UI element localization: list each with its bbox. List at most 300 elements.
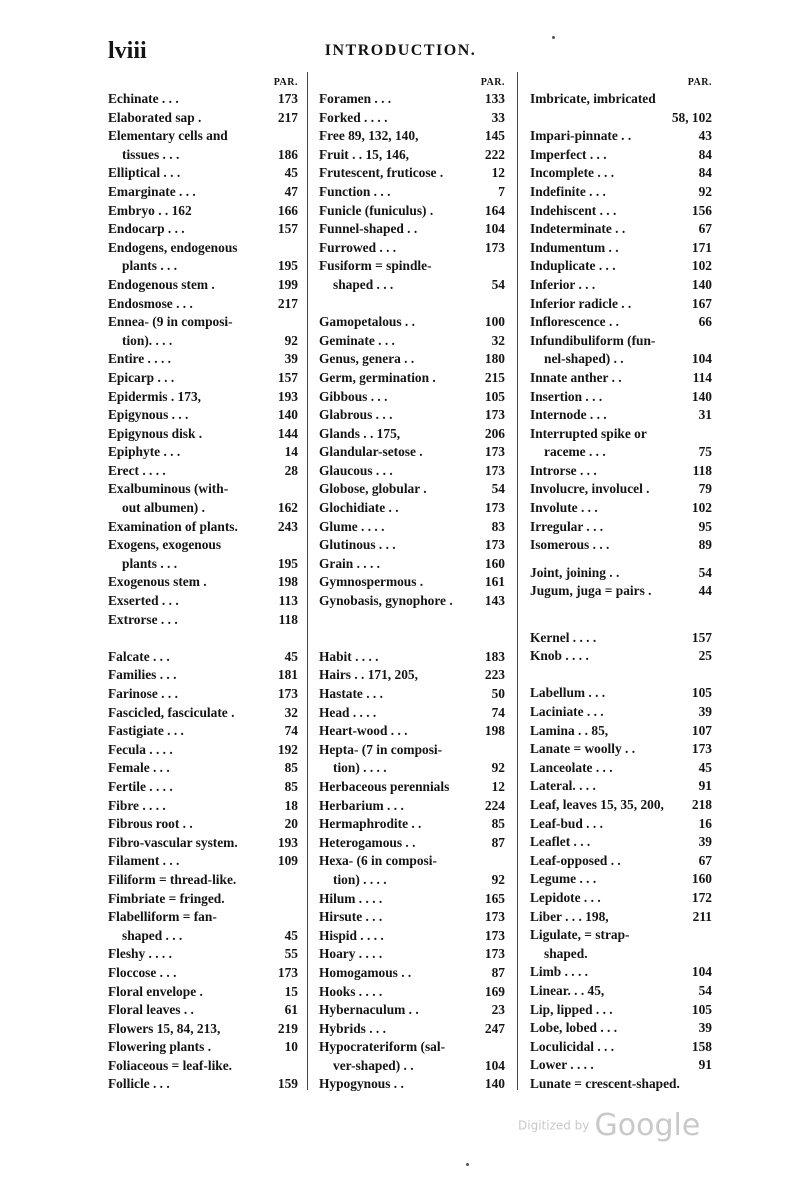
entry-term: Limb . . . . <box>530 964 589 980</box>
entry-term: Exogenous stem . <box>108 574 207 590</box>
entry-term: Impari-pinnate . . <box>530 128 632 144</box>
section-gap <box>319 295 505 314</box>
index-entry <box>530 703 712 722</box>
entry-term: Glutinous . . . <box>319 537 396 553</box>
watermark-brand: Google <box>594 1108 701 1143</box>
entry-paragraph-ref: 89 <box>698 537 712 553</box>
entry-paragraph-ref: 140 <box>691 388 712 404</box>
index-entry <box>530 796 712 815</box>
entry-term: Herbarium . . . <box>319 797 404 813</box>
entry-term: Kernel . . . . <box>530 629 597 645</box>
entry-term: Fertile . . . . <box>108 778 173 794</box>
index-entry <box>108 1020 298 1039</box>
entry-term: Interrupted spike or <box>530 425 647 441</box>
index-entry <box>530 777 712 796</box>
entry-term: Imperfect . . . <box>530 146 607 162</box>
entry-paragraph-ref: 28 <box>284 462 298 478</box>
entry-term: Fimbriate = fringed. <box>108 890 225 906</box>
entry-term: Globose, globular . <box>319 481 427 497</box>
index-entry <box>108 666 298 685</box>
index-entry <box>319 369 505 388</box>
entry-paragraph-ref: 247 <box>484 1020 505 1036</box>
index-entry <box>108 964 298 983</box>
index-entry <box>319 1057 505 1076</box>
section-gap <box>108 629 298 648</box>
index-entry <box>530 369 712 388</box>
entry-term: Head . . . . <box>319 704 377 720</box>
index-entry <box>319 852 505 871</box>
entry-paragraph-ref: 173 <box>277 91 298 106</box>
entry-paragraph-ref: 114 <box>692 369 712 385</box>
entry-term: Glume . . . . <box>319 518 385 534</box>
entry-paragraph-ref: 173 <box>484 909 505 925</box>
index-entry <box>530 889 712 908</box>
entry-paragraph-ref: 54 <box>698 564 712 580</box>
entry-paragraph-ref: 162 <box>277 500 298 516</box>
entry-term: Germ, germination . <box>319 369 436 385</box>
entry-paragraph-ref: 140 <box>484 1076 505 1092</box>
entry-paragraph-ref: 159 <box>277 1076 298 1092</box>
entry-paragraph-ref: 173 <box>277 964 298 980</box>
entry-paragraph-ref: 39 <box>698 1020 712 1036</box>
entry-term: Ligulate, = strap- <box>530 927 630 943</box>
column-rule <box>307 72 308 1090</box>
index-entry <box>319 648 505 667</box>
entry-paragraph-ref: 45 <box>284 165 298 181</box>
entry-term: Elaborated sap . <box>108 109 202 125</box>
entry-term: tion). . . . <box>122 332 173 348</box>
entry-paragraph-ref: 192 <box>277 741 298 757</box>
index-entry <box>319 518 505 537</box>
entry-paragraph-ref: 166 <box>277 202 298 218</box>
entry-term: Imbricate, imbricated <box>530 91 656 106</box>
index-entry <box>319 1038 505 1057</box>
index-entry <box>530 220 712 239</box>
entry-term: Lanate = woolly . . <box>530 741 636 757</box>
entry-term: Extrorse . . . <box>108 611 178 627</box>
par-label: PAR. <box>687 77 712 88</box>
column-rule <box>517 72 518 1090</box>
entry-paragraph-ref: 157 <box>277 369 298 385</box>
index-entry <box>108 722 298 741</box>
index-entry <box>108 369 298 388</box>
index-entry <box>530 945 712 964</box>
entry-paragraph-ref: 39 <box>698 704 712 719</box>
index-entry <box>108 257 298 276</box>
index-entry <box>108 871 298 890</box>
entry-paragraph-ref: 7 <box>498 183 505 199</box>
entry-paragraph-ref: 224 <box>484 797 505 813</box>
index-entry <box>319 890 505 909</box>
entry-term: Lip, lipped . . . <box>530 1001 613 1017</box>
entry-term: Erect . . . . <box>108 462 166 478</box>
index-entry <box>530 499 712 518</box>
index-entry <box>530 332 712 351</box>
index-entry <box>530 982 712 1001</box>
section-gap <box>319 611 505 630</box>
entry-term: Hooks . . . . <box>319 983 383 999</box>
entry-term: Emarginate . . . <box>108 183 196 199</box>
entry-term: Heterogamous . . <box>319 834 416 850</box>
entry-paragraph-ref: 164 <box>484 202 505 218</box>
index-entry <box>319 350 505 369</box>
index-entry <box>108 778 298 797</box>
entry-paragraph-ref: 180 <box>484 351 505 367</box>
index-entry <box>530 1038 712 1057</box>
entry-term: Examination of plants. <box>108 518 238 534</box>
entry-term: tion) . . . . <box>333 871 387 887</box>
entry-term: Hybrids . . . <box>319 1020 386 1036</box>
index-entry <box>108 90 298 109</box>
index-column-3 <box>530 76 712 1093</box>
entry-paragraph-ref: 33 <box>491 109 505 125</box>
entry-term: Hepta- (7 in composi- <box>319 741 443 757</box>
entry-term: Epicarp . . . <box>108 369 175 385</box>
entry-paragraph-ref: 61 <box>284 1002 298 1018</box>
entry-term: Epigynous . . . <box>108 407 189 423</box>
entry-term: Fusiform = spindle- <box>319 258 432 274</box>
index-entry <box>530 647 712 666</box>
entry-term: Labellum . . . <box>530 685 606 701</box>
entry-paragraph-ref: 199 <box>277 276 298 292</box>
entry-term: tion) . . . . <box>333 760 387 776</box>
entry-paragraph-ref: 14 <box>284 444 298 460</box>
entry-term: Free 89, 132, 140, <box>319 128 419 144</box>
entry-paragraph-ref: 39 <box>698 834 712 850</box>
watermark-prefix: Digitized by <box>518 1118 590 1133</box>
index-entry <box>530 740 712 759</box>
index-entry <box>108 406 298 425</box>
entry-term: Exserted . . . <box>108 593 179 609</box>
entry-paragraph-ref: 105 <box>691 685 712 701</box>
entry-paragraph-ref: 173 <box>484 239 505 255</box>
entry-paragraph-ref: 45 <box>698 759 712 775</box>
index-entry <box>108 815 298 834</box>
entry-term: Indehiscent . . . <box>530 202 617 218</box>
entry-term: Families . . . <box>108 667 177 683</box>
entry-term: plants . . . <box>122 555 178 571</box>
entry-paragraph-ref: 173 <box>484 537 505 553</box>
section-gap <box>319 629 505 648</box>
entry-paragraph-ref: 25 <box>698 648 712 664</box>
entry-paragraph-ref: 58, 102 <box>671 109 712 125</box>
entry-paragraph-ref: 32 <box>491 332 505 348</box>
entry-term: Lepidote . . . <box>530 889 601 905</box>
entry-paragraph-ref: 102 <box>691 258 712 274</box>
index-entry <box>319 964 505 983</box>
index-entry <box>530 109 712 128</box>
entry-term: Foliaceous = leaf-like. <box>108 1057 233 1073</box>
entry-paragraph-ref: 10 <box>284 1039 298 1055</box>
entry-term: Elementary cells and <box>108 128 228 144</box>
entry-term: Flowers 15, 84, 213, <box>108 1020 221 1036</box>
entry-term: Grain . . . . <box>319 555 381 571</box>
entry-term: Lobe, lobed . . . <box>530 1020 618 1036</box>
index-entry <box>530 462 712 481</box>
entry-paragraph-ref: 74 <box>491 704 505 720</box>
entry-paragraph-ref: 107 <box>691 722 712 738</box>
entry-paragraph-ref: 67 <box>698 852 712 868</box>
index-entry <box>108 704 298 723</box>
entry-paragraph-ref: 15 <box>284 983 298 999</box>
entry-paragraph-ref: 85 <box>491 816 505 832</box>
entry-paragraph-ref: 140 <box>691 276 712 292</box>
entry-term: Glabrous . . . <box>319 407 393 423</box>
entry-term: Innate anther . . <box>530 369 622 385</box>
entry-term: Follicle . . . <box>108 1076 170 1092</box>
entry-term: Exogens, exogenous <box>108 537 222 553</box>
entry-term: Endogens, endogenous <box>108 239 238 255</box>
entry-term: Echinate . . . <box>108 91 179 106</box>
index-column-2 <box>319 76 505 1094</box>
entry-term: Glandular-setose . <box>319 444 423 460</box>
entry-term: Endogenous stem . <box>108 276 215 292</box>
entry-term: shaped. <box>544 945 588 961</box>
entry-paragraph-ref: 95 <box>698 518 712 534</box>
entry-term: Lower . . . . <box>530 1057 594 1073</box>
entry-term: Fecula . . . . <box>108 741 173 757</box>
entry-term: Homogamous . . <box>319 964 412 980</box>
index-entry <box>530 202 712 221</box>
entry-term: Epidermis . 173, <box>108 388 201 404</box>
entry-term: Indumentum . . <box>530 239 619 255</box>
index-entry <box>319 443 505 462</box>
entry-paragraph-ref: 47 <box>284 183 298 199</box>
entry-term: Inferior . . . <box>530 276 596 292</box>
index-entry <box>108 313 298 332</box>
entry-paragraph-ref: 92 <box>698 183 712 199</box>
index-entry <box>319 425 505 444</box>
entry-term: Hairs . . 171, 205, <box>319 667 418 683</box>
index-entry <box>530 564 712 583</box>
entry-paragraph-ref: 158 <box>691 1038 712 1054</box>
entry-paragraph-ref: 198 <box>277 574 298 590</box>
index-entry <box>319 573 505 592</box>
entry-term: Floral leaves . . <box>108 1002 194 1018</box>
entry-term: plants . . . <box>122 258 178 274</box>
entry-term: Elliptical . . . <box>108 165 181 181</box>
index-entry <box>108 592 298 611</box>
index-entry <box>530 759 712 778</box>
entry-term: Irregular . . . <box>530 518 604 534</box>
index-entry <box>530 833 712 852</box>
entry-term: Female . . . <box>108 760 170 776</box>
entry-paragraph-ref: 92 <box>491 760 505 776</box>
entry-term: Involucre, involucel . <box>530 481 650 497</box>
index-entry <box>319 127 505 146</box>
section-gap <box>530 666 712 685</box>
entry-paragraph-ref: 43 <box>698 128 712 144</box>
section-gap <box>530 555 712 564</box>
entry-paragraph-ref: 172 <box>691 889 712 905</box>
index-entry <box>319 704 505 723</box>
index-entry <box>319 109 505 128</box>
index-entry <box>319 406 505 425</box>
index-entry <box>319 146 505 165</box>
index-entry <box>530 870 712 889</box>
entry-paragraph-ref: 161 <box>484 574 505 590</box>
entry-paragraph-ref: 218 <box>691 796 712 812</box>
index-entry <box>319 592 505 611</box>
index-entry <box>319 462 505 481</box>
ink-speck <box>466 1163 469 1166</box>
index-entry <box>530 313 712 332</box>
entry-term: Frutescent, fruticose . <box>319 165 444 181</box>
index-entry <box>319 815 505 834</box>
entry-term: Liber . . . 198, <box>530 908 609 924</box>
entry-paragraph-ref: 118 <box>278 611 298 627</box>
entry-paragraph-ref: 186 <box>277 146 298 162</box>
entry-term: Genus, genera . . <box>319 351 415 367</box>
index-entry <box>108 350 298 369</box>
index-entry <box>319 164 505 183</box>
entry-term: Lunate = crescent-shaped. <box>530 1075 680 1091</box>
entry-term: Hoary . . . . <box>319 946 383 962</box>
index-entry <box>530 1001 712 1020</box>
entry-term: Funnel-shaped . . <box>319 221 418 237</box>
entry-term: Endocarp . . . <box>108 221 185 237</box>
index-entry <box>530 388 712 407</box>
entry-paragraph-ref: 23 <box>491 1002 505 1018</box>
index-entry <box>530 276 712 295</box>
entry-term: Loculicidal . . . <box>530 1038 615 1054</box>
index-entry <box>108 295 298 314</box>
entry-paragraph-ref: 20 <box>284 816 298 832</box>
index-entry <box>530 425 712 444</box>
entry-term: Hispid . . . . <box>319 927 384 943</box>
entry-term: Falcate . . . <box>108 648 170 664</box>
entry-paragraph-ref: 195 <box>277 555 298 571</box>
entry-term: Knob . . . . <box>530 648 589 664</box>
entry-paragraph-ref: 85 <box>284 778 298 794</box>
entry-paragraph-ref: 87 <box>491 964 505 980</box>
entry-paragraph-ref: 173 <box>484 927 505 943</box>
entry-paragraph-ref: 144 <box>277 425 298 441</box>
entry-term: Fleshy . . . . <box>108 946 172 962</box>
entry-paragraph-ref: 198 <box>484 723 505 739</box>
entry-term: Joint, joining . . <box>530 564 620 580</box>
index-entry <box>319 666 505 685</box>
entry-paragraph-ref: 91 <box>698 778 712 794</box>
entry-paragraph-ref: 87 <box>491 834 505 850</box>
ink-speck <box>552 36 555 39</box>
index-entry <box>530 536 712 555</box>
entry-term: Hermaphrodite . . <box>319 816 422 832</box>
index-entry <box>319 1075 505 1094</box>
entry-term: Indeterminate . . <box>530 221 626 237</box>
entry-term: Hypocrateriform (sal- <box>319 1039 446 1055</box>
index-entry <box>108 425 298 444</box>
entry-paragraph-ref: 104 <box>484 221 505 237</box>
index-entry <box>530 1075 712 1094</box>
entry-paragraph-ref: 66 <box>698 314 712 330</box>
entry-paragraph-ref: 50 <box>491 686 505 701</box>
entry-term: Indefinite . . . <box>530 183 606 199</box>
index-entry <box>530 1019 712 1038</box>
entry-term: Glochidiate . . <box>319 500 399 516</box>
entry-term: Fibre . . . . <box>108 797 166 813</box>
entry-term: shaped . . . <box>333 276 394 292</box>
entry-paragraph-ref: 55 <box>284 946 298 962</box>
entry-term: Leaf-bud . . . <box>530 815 603 831</box>
entry-term: Jugum, juga = pairs . <box>530 583 652 599</box>
entry-term: Induplicate . . . <box>530 258 616 274</box>
entry-term: Filiform = thread-like. <box>108 871 237 887</box>
index-entry <box>530 239 712 258</box>
entry-paragraph-ref: 173 <box>277 686 298 701</box>
index-entry <box>319 834 505 853</box>
index-entry <box>108 239 298 258</box>
index-entry <box>108 890 298 909</box>
entry-paragraph-ref: 217 <box>277 109 298 125</box>
section-gap <box>530 601 712 610</box>
entry-term: Incomplete . . . <box>530 165 615 181</box>
par-label: PAR. <box>480 77 505 88</box>
entry-term: Hybernaculum . . <box>319 1002 419 1018</box>
entry-paragraph-ref: 165 <box>484 890 505 906</box>
entry-paragraph-ref: 145 <box>484 128 505 144</box>
index-entry <box>530 629 712 648</box>
index-entry <box>108 480 298 499</box>
entry-term: Ennea- (9 in composi- <box>108 314 233 330</box>
entry-term: Hastate . . . <box>319 686 383 701</box>
entry-paragraph-ref: 157 <box>277 221 298 237</box>
entry-paragraph-ref: 45 <box>284 648 298 664</box>
index-entry <box>530 582 712 601</box>
entry-term: Function . . . <box>319 183 391 199</box>
index-entry <box>108 499 298 518</box>
index-entry <box>530 443 712 462</box>
page-folio: lviii <box>108 38 147 64</box>
entry-paragraph-ref: 32 <box>284 704 298 720</box>
entry-paragraph-ref: 92 <box>284 332 298 348</box>
entry-term: Gymnospermous . <box>319 574 424 590</box>
entry-paragraph-ref: 31 <box>698 407 712 423</box>
index-entry <box>319 685 505 704</box>
entry-term: Introrse . . . <box>530 462 597 478</box>
entry-paragraph-ref: 100 <box>484 314 505 330</box>
index-entry <box>108 109 298 128</box>
entry-paragraph-ref: 167 <box>691 295 712 311</box>
index-entry <box>108 127 298 146</box>
index-entry <box>530 518 712 537</box>
index-entry <box>530 908 712 927</box>
entry-term: Entire . . . . <box>108 351 171 367</box>
entry-term: Foramen . . . <box>319 91 392 106</box>
index-entry <box>319 722 505 741</box>
index-entry <box>319 741 505 760</box>
entry-term: Hilum . . . . <box>319 890 383 906</box>
index-entry <box>319 555 505 574</box>
index-entry <box>108 220 298 239</box>
index-entry <box>319 276 505 295</box>
index-entry <box>108 1001 298 1020</box>
running-title: INTRODUCTION. <box>324 42 477 59</box>
index-entry <box>108 1075 298 1094</box>
entry-term: Inferior radicle . . <box>530 295 632 311</box>
entry-term: shaped . . . <box>122 927 183 943</box>
entry-term: Farinose . . . <box>108 686 178 701</box>
index-column-1 <box>108 76 298 1094</box>
entry-term: Fascicled, fasciculate . <box>108 704 235 720</box>
entry-term: Furrowed . . . <box>319 239 397 255</box>
index-entry <box>319 759 505 778</box>
entry-term: raceme . . . <box>544 444 606 460</box>
index-entry <box>108 443 298 462</box>
entry-paragraph-ref: 183 <box>484 648 505 664</box>
entry-paragraph-ref: 211 <box>692 908 712 924</box>
entry-paragraph-ref: 181 <box>277 667 298 683</box>
